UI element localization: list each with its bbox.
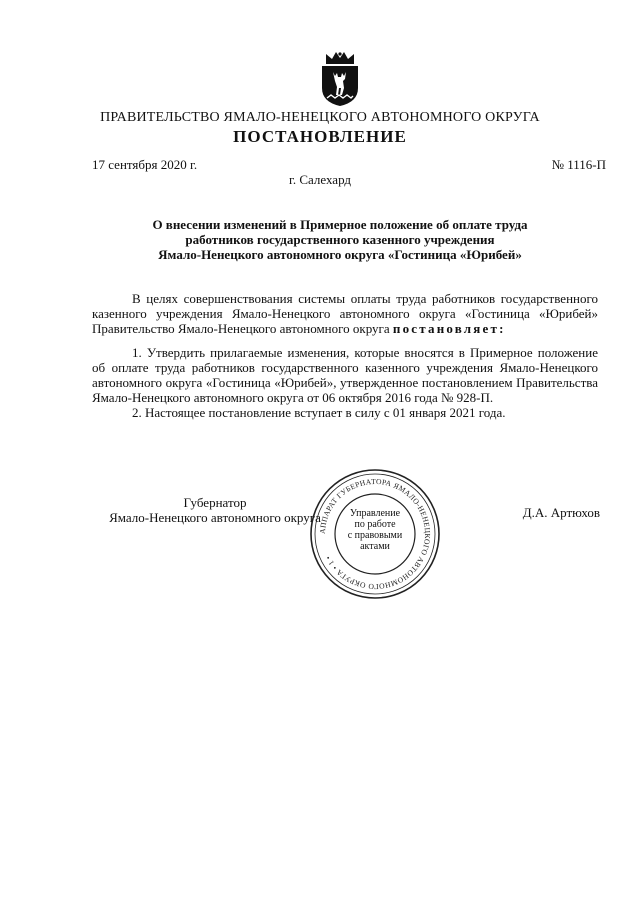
subject-line: О внесении изменений в Примерное положение об оплате труда — [152, 217, 528, 232]
document-body — [92, 291, 598, 420]
stamp-line: актами — [360, 541, 390, 552]
document-subject — [120, 217, 560, 262]
stamp-ring-text: АППАРАТ ГУБЕРНАТОРА ЯМАЛО-НЕНЕЦКОГО АВТОНОМНОГО ОКРУГА • 1 • — [317, 476, 433, 592]
signer-post-line: Ямало-Ненецкого автономного округа — [109, 510, 321, 525]
item-paragraph: 1. Утвердить прилагаемые изменения, которые вносятся в Примерное положение об оплате труда работников государственного казенного учреждения Ямало-Ненецкого автономного округа «Гостиница «Юрибей», утвержденное постановлением Правительства Ямало-Ненецкого автономного округа от 06 октября 2016 года № 928-П. — [92, 345, 598, 405]
item-paragraph: 2. Настоящее постановление вступает в силу с 01 января 2021 года. — [132, 405, 506, 420]
document-date: 17 сентября 2020 г. — [92, 157, 198, 172]
resolves-keyword: постановляет: — [392, 321, 506, 336]
government-title: ПРАВИТЕЛЬСТВО ЯМАЛО-НЕНЕЦКОГО АВТОНОМНОГО ОКРУГА — [100, 110, 540, 125]
stamp-line: по работе — [354, 519, 396, 530]
document-number: № 1116-П — [551, 157, 606, 172]
subject-line: Ямало-Ненецкого автономного округа «Гостиница «Юрибей» — [158, 247, 522, 262]
signer-post-line: Губернатор — [183, 495, 247, 510]
signer-post — [100, 495, 330, 525]
document-type: ПОСТАНОВЛЕНИЕ — [233, 127, 407, 146]
subject-line: работников государственного казенного учреждения — [185, 232, 495, 247]
preamble-text: В целях совершенствования системы оплаты труда работников государственного казенного учреждения Ямало-Ненецкого автономного округа «Гостиница «Юрибей» Правительство Ямало-Ненецкого автономного округа — [92, 291, 598, 336]
stamp-line: с правовыми — [347, 530, 403, 541]
coat-of-arms-icon — [318, 50, 362, 108]
stamp-inner-text — [339, 508, 411, 552]
document-city: г. Салехард — [288, 172, 352, 187]
preamble-paragraph — [92, 291, 598, 336]
signer-name: Д.А. Артюхов — [522, 505, 600, 520]
stamp-line: Управление — [349, 508, 401, 519]
